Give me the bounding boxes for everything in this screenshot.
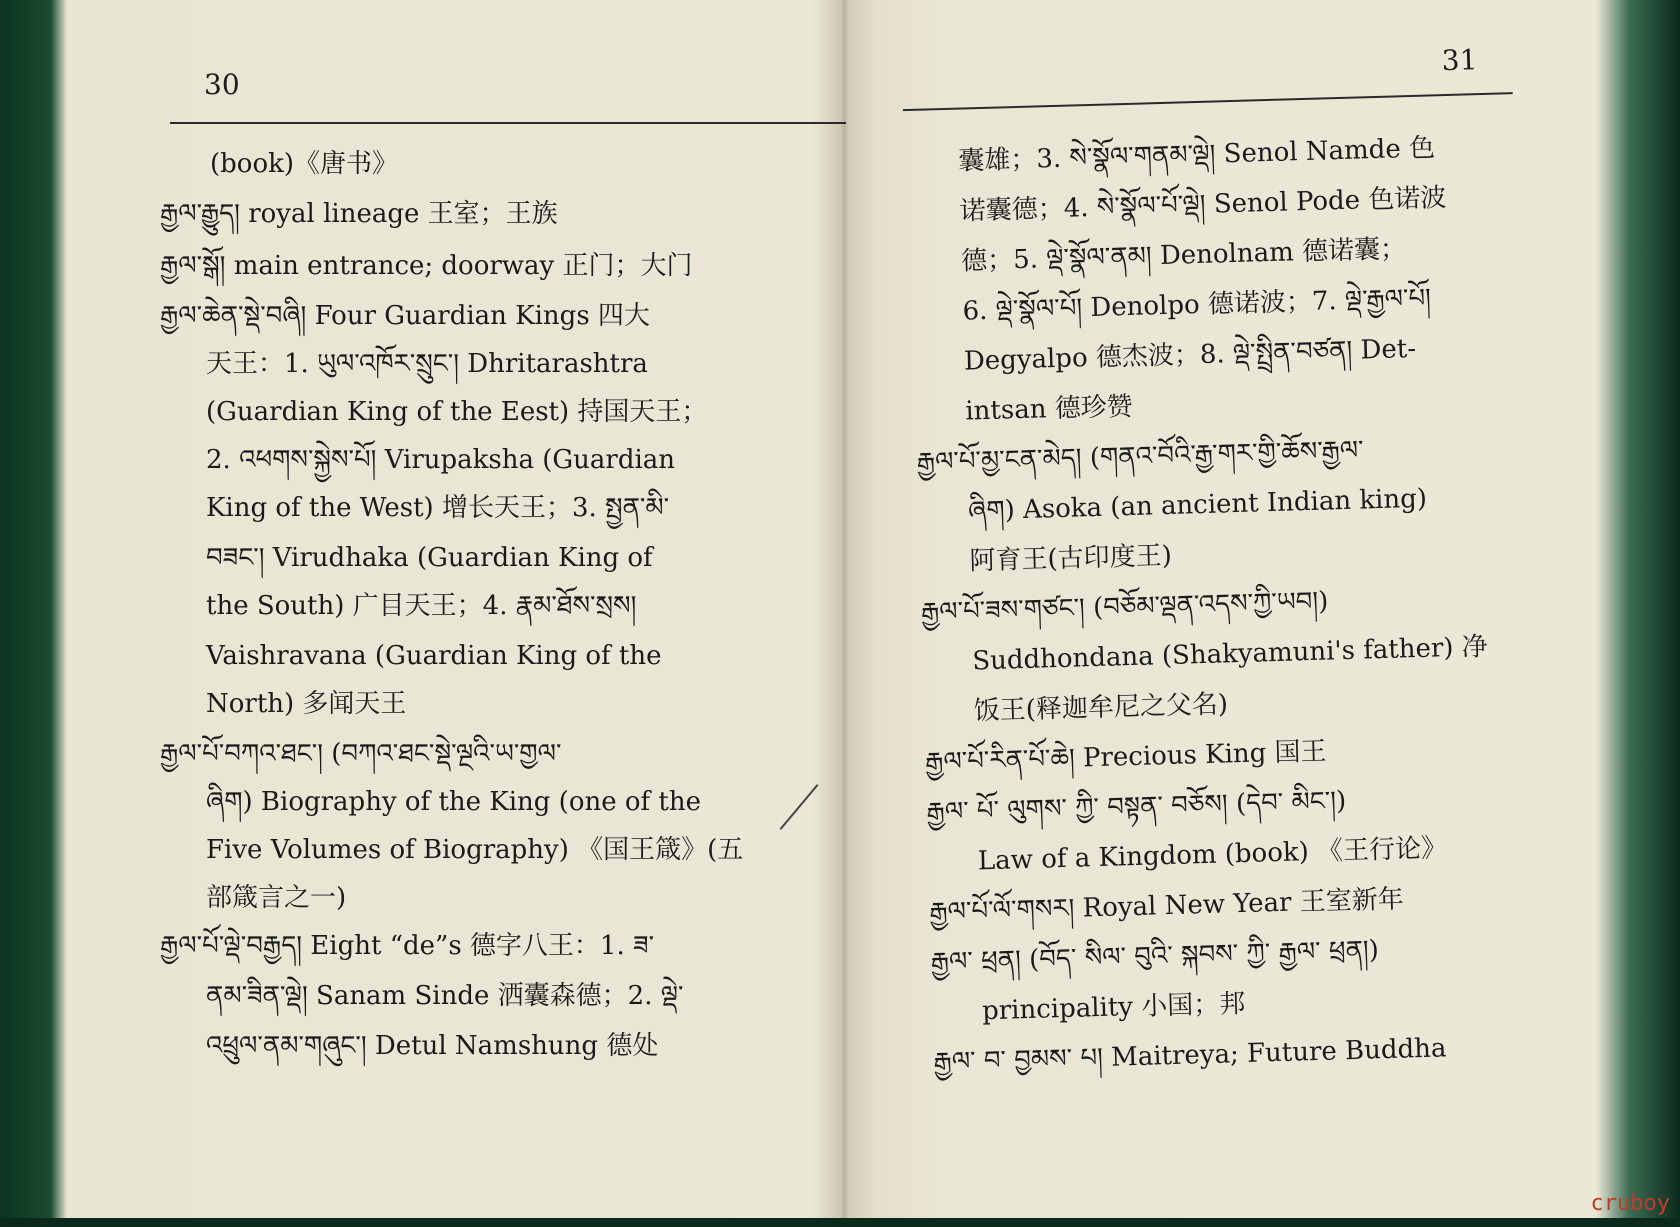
text-line: North) 多闻天王	[206, 689, 407, 719]
page-number: 31	[1441, 43, 1478, 78]
watermark: cruboy	[1590, 1191, 1670, 1216]
text-line: 6. ལྡེ་སྣོལ་པོ། Denolpo 德诺波；7. ལྡེ་རྒྱལ་པོ།	[962, 283, 1432, 327]
text-line: (book)《唐书》	[210, 149, 398, 179]
text-line: 2. འཕགས་སྐྱེས་པོ། Virupaksha (Guardian	[206, 445, 676, 475]
text-line: བཟང་། Virudhaka (Guardian King of	[206, 543, 653, 573]
text-line: King of the West) 增长天王；3. སྤྱན་མི་	[206, 493, 670, 523]
text-line: ནམ་ཟིན་ལྡེ། Sanam Sinde 洒囊森德；2. ལྡེ་	[206, 981, 684, 1011]
text-line: རྒྱལ་སྒོ། main entrance; doorway 正门；大门	[160, 251, 693, 281]
text-line: ཞིག) Asoka (an ancient Indian king)	[967, 483, 1428, 527]
text-line: Law of a Kingdom (book) 《王行论》	[977, 833, 1448, 877]
text-line: Vaishravana (Guardian King of the	[206, 641, 662, 671]
text-line: Degyalpo 德杰波；8. ལྡེ་སྤྲིན་བཙན། Det-	[963, 333, 1417, 377]
left-page	[60, 0, 820, 1218]
page-number: 30	[204, 68, 240, 101]
text-line: རྒྱལ་པོ་མྱ་ངན་མེད། (གནའ་བོའི་རྒྱ་གར་གྱི་ཆོས་རྒྱལ་	[916, 435, 1365, 478]
text-line: རྒྱལ་ཆེན་སྡེ་བཞི། Four Guardian Kings 四大	[160, 301, 650, 331]
text-line: the South) 广目天王；4. རྣམ་ཐོས་སྲས།	[206, 591, 637, 621]
right-page	[880, 0, 1614, 1227]
header-rule	[903, 92, 1513, 111]
text-line: རྒྱལ་ བ་ བྱམས་ པ། Maitreya; Future Buddha	[933, 1033, 1447, 1078]
text-line: (Guardian King of the Eest) 持国天王；	[206, 397, 708, 427]
text-line: འཕྲུལ་ནམ་གཞུང་། Detul Namshung 德处	[206, 1031, 659, 1061]
text-line: 饭王(释迦牟尼之父名)	[973, 689, 1229, 727]
text-line: Suddhondana (Shakyamuni's father) 净	[971, 632, 1489, 677]
text-line: Five Volumes of Biography) 《国王箴》(五	[206, 835, 744, 865]
text-line: རྒྱལ་པོ་རིན་པོ་ཆེ། Precious King 国王	[924, 736, 1327, 778]
text-line: རྒྱལ་པོ་བཀའ་ཐང་། (བཀའ་ཐང་སྡེ་ལྔའི་ཡ་གྱལ་	[160, 739, 562, 769]
text-line: 阿育王(古印度王)	[969, 540, 1173, 577]
text-line: intsan 德珍赞	[964, 391, 1134, 427]
text-line: 诺囊德；4. སེ་སྣོལ་པོ་ལྡེ། Senol Pode 色诺波	[959, 183, 1447, 227]
book-gutter	[812, 0, 876, 1218]
text-line: རྒྱལ་རྒྱུད། royal lineage 王室；王族	[160, 199, 558, 229]
text-line: རྒྱལ་པོ་ཟས་གཙང་། (བཅོམ་ལྡན་འདས་ཀྱི་ཡབ།)	[920, 586, 1329, 628]
text-line: 部箴言之一)	[206, 883, 347, 913]
header-rule	[170, 122, 846, 124]
text-line: རྒྱལ་ པོ་ ལུགས་ ཀྱི་ བསྟན་ བཅོས། (དེབ་ མིང་།)	[926, 786, 1347, 828]
text-line: 德；5. ལྡེ་སྣོལ་ནམ། Denolnam 德诺囊；	[960, 234, 1407, 277]
text-line: 囊雄；3. སེ་སྣོལ་གནམ་ལྡེ། Senol Namde 色	[957, 133, 1436, 177]
text-line: 天王：1. ཡུལ་འཁོར་སྲུང་། Dhritarashtra	[206, 349, 648, 379]
text-line: principality 小国；邦	[981, 988, 1246, 1027]
text-line: ཞིག) Biography of the King (one of the	[206, 787, 701, 817]
text-line: རྒྱལ་པོ་ལྡེ་བརྒྱད། Eight “de”s 德字八王：1. ཟ་	[160, 931, 655, 961]
text-line: རྒྱལ་ ཕྲན། (བོད་ སིལ་ བུའི་ སྐབས་ ཀྱི་ རྒྱལ་ ཕྲན།)	[930, 935, 1380, 978]
text-line: རྒྱལ་པོ་ལོ་གསར། Royal New Year 王室新年	[928, 884, 1405, 928]
